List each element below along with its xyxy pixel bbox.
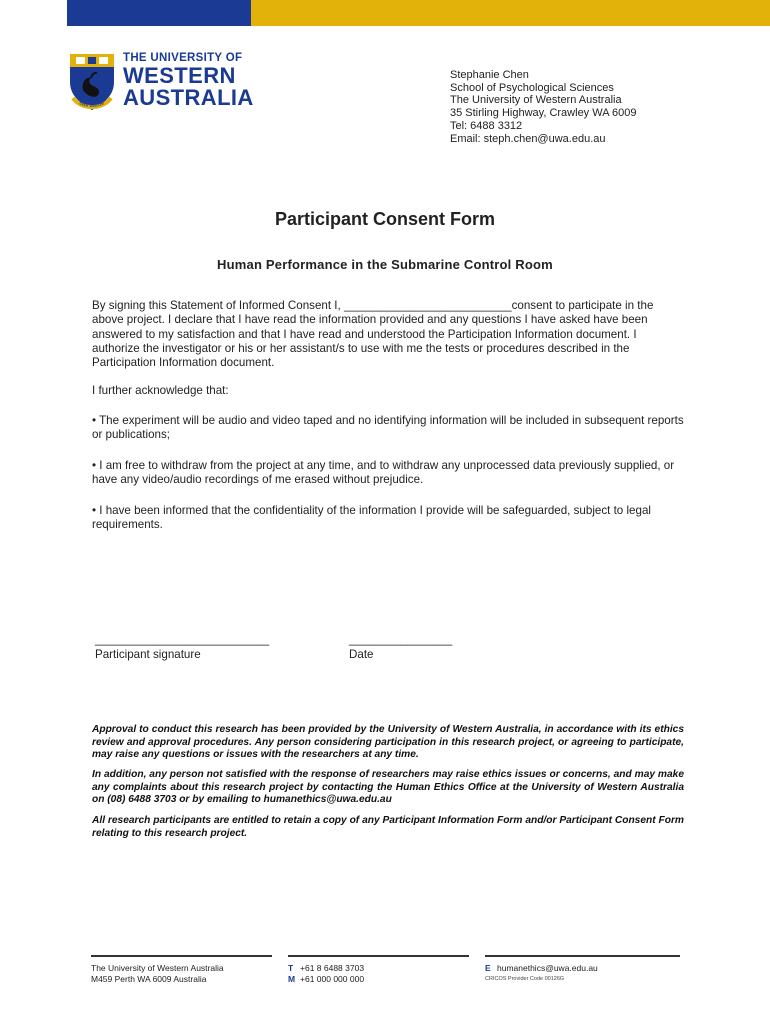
- acknowledgement-item: • The experiment will be audio and video taped and no identifying information will be included in subsequent reports or publications;: [92, 414, 684, 442]
- mobile-key: M: [288, 974, 296, 984]
- footer-divider: [485, 955, 680, 957]
- acknowledgement-item: • I am free to withdraw from the project at any time, and to withdraw any unprocessed data previously supplied, or have any video/audio recordings of me erased without prejudice.: [92, 459, 675, 487]
- footer-address: [91, 963, 224, 985]
- footer-mobile: [288, 974, 364, 985]
- header-bar-blue: [67, 0, 251, 26]
- university-logo: [67, 52, 267, 112]
- wordmark-line-3: AUSTRALIA: [123, 85, 254, 110]
- footer-divider: [91, 955, 272, 957]
- page-title: Participant Consent Form: [274, 209, 496, 229]
- footer-telephone: [288, 963, 364, 974]
- sender-phone: Tel: 6488 3312: [450, 119, 523, 132]
- signature-line[interactable]: ___________________________: [95, 633, 270, 646]
- footer-email: [485, 963, 598, 974]
- footer-phones: [288, 963, 364, 985]
- copy-entitlement-notice: All research participants are entitled to retain a copy of any Participant Information Form and/or Participant Consent Form relating to this research project.: [92, 815, 684, 839]
- sender-university: The University of Western Australia: [450, 94, 622, 107]
- mobile-value: +61 000 000 000: [300, 974, 365, 984]
- wordmark-line-2: WESTERN: [123, 63, 236, 88]
- cricos-code: CRICOS Provider Code 00126G: [485, 976, 565, 982]
- consent-statement: By signing this Statement of Informed Consent I, __________________________consent to participate in the above project. I declare that I have read the information provided and any questions I have asked have been answered to my satisfaction and that I have read and understood the Participation Information document. I authorize the investigator or his or her assistant/s to use with me the tests or procedures described in the Participation Information document.: [92, 299, 654, 370]
- date-label: Date: [349, 648, 374, 661]
- sender-address-block: [450, 69, 636, 145]
- footer-contact: [485, 963, 598, 985]
- date-line[interactable]: ________________: [349, 633, 453, 646]
- sender-name: Stephanie Chen: [450, 69, 529, 81]
- footer-address-line-1: The University of Western Australia: [91, 963, 224, 973]
- footer-address-line-2: M459 Perth WA 6009 Australia: [91, 974, 207, 984]
- university-wordmark: [123, 52, 254, 109]
- telephone-value: +61 8 6488 3703: [300, 963, 365, 973]
- telephone-key: T: [288, 963, 294, 973]
- project-subtitle: Human Performance in the Submarine Control Room: [217, 257, 553, 272]
- sender-street: 35 Stirling Highway, Crawley WA 6009: [450, 107, 637, 120]
- email-key: E: [485, 963, 491, 973]
- crest-motto: SEEK WISDOM: [78, 101, 105, 109]
- email-value[interactable]: humanethics@uwa.edu.au: [497, 963, 598, 973]
- header-bar-gold: [251, 0, 770, 26]
- ethics-approval-notice: Approval to conduct this research has been provided by the University of Western Australia, in accordance with its ethics review and approval procedures. Any person considering participation in this research project, or agreeing to participate, may raise any questions or issues with the researchers at any time.: [92, 724, 684, 761]
- header-color-bar: [0, 0, 770, 26]
- sender-email: Email: steph.chen@uwa.edu.au: [450, 132, 606, 145]
- acknowledge-intro: I further acknowledge that:: [92, 384, 229, 397]
- ethics-complaints-notice: In addition, any person not satisfied with the response of researchers may raise ethics issues or concerns, and may make any complaints about this research project by contacting the Human Ethics Office at the University of Western Australia on (08) 6488 3703 or by emailing to humanethics@uwa.edu.au: [92, 769, 684, 806]
- footer-divider: [288, 955, 469, 957]
- sender-school: School of Psychological Sciences: [450, 81, 614, 94]
- crest-icon: [67, 52, 117, 112]
- acknowledgement-item: • I have been informed that the confidentiality of the information I provide will be safeguarded, subject to legal requirements.: [92, 504, 651, 532]
- signature-label: Participant signature: [95, 648, 201, 661]
- wordmark-line-1: THE UNIVERSITY OF: [123, 52, 243, 64]
